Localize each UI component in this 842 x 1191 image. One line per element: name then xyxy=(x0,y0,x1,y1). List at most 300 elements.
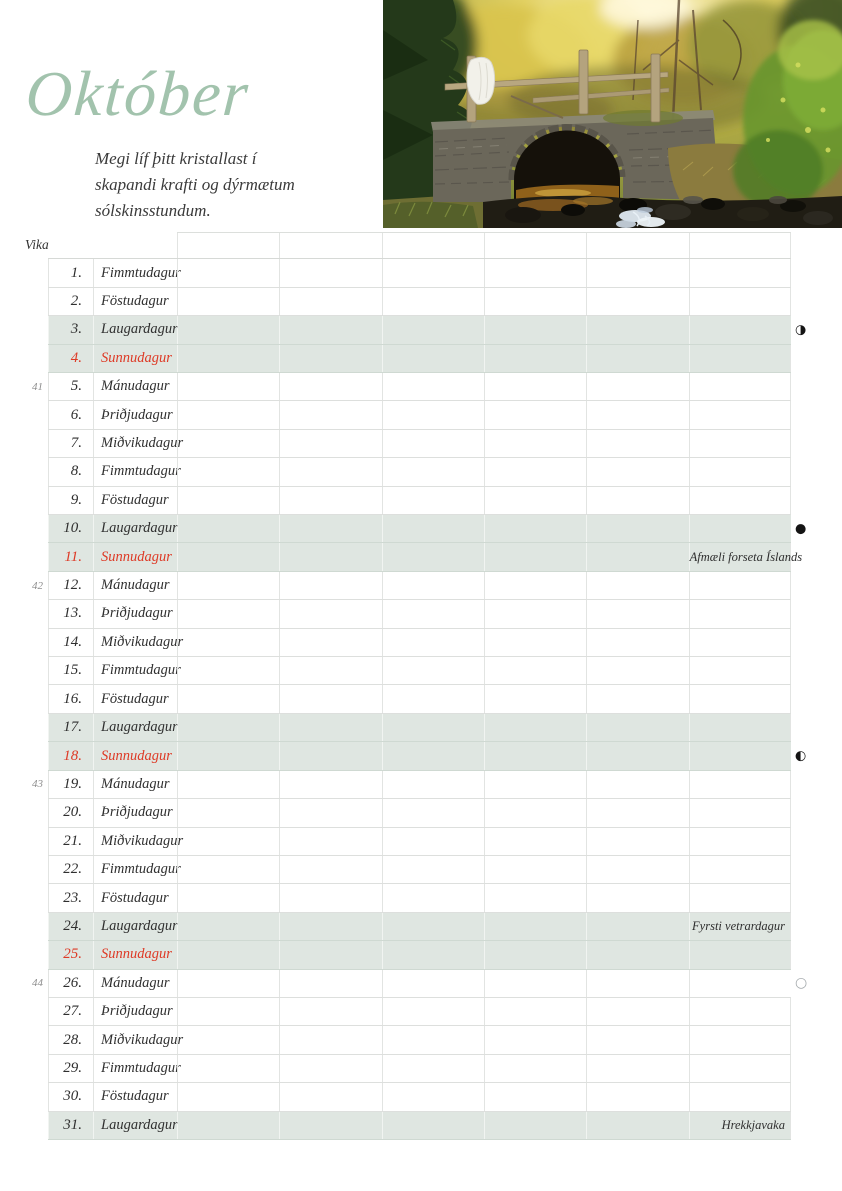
day-number: 7. xyxy=(48,430,93,457)
note-cell xyxy=(484,316,586,343)
day-number: 8. xyxy=(48,458,93,485)
day-name: Föstudagur xyxy=(93,487,177,514)
day-name: Sunnudagur xyxy=(93,543,177,570)
day-row-4 xyxy=(48,345,791,373)
note-cell xyxy=(689,771,791,798)
day-row-30 xyxy=(48,1083,791,1111)
day-name: Miðvikudagur xyxy=(93,1026,177,1053)
note-cell xyxy=(177,515,279,542)
note-cell xyxy=(382,288,484,315)
note-cell xyxy=(382,458,484,485)
day-number: 4. xyxy=(48,345,93,372)
note-cell xyxy=(484,1112,586,1139)
note-cell xyxy=(279,828,381,855)
note-cell xyxy=(382,487,484,514)
note-cell xyxy=(689,430,791,457)
day-row-15 xyxy=(48,657,791,685)
note-cell xyxy=(382,828,484,855)
note-cell xyxy=(689,259,791,286)
note-cell xyxy=(382,771,484,798)
last-quarter-moon-icon: ◑ xyxy=(795,322,807,338)
note-cell xyxy=(484,941,586,968)
day-row-11 xyxy=(48,543,803,571)
day-name: Þriðjudagur xyxy=(93,998,177,1025)
note-cell xyxy=(484,856,586,883)
note-cell xyxy=(484,799,586,826)
note-cell xyxy=(689,657,791,684)
note-cell xyxy=(177,600,279,627)
note-cell xyxy=(382,572,484,599)
day-number: 11. xyxy=(48,543,93,570)
note-cell xyxy=(382,970,484,997)
day-number: 28. xyxy=(48,1026,93,1053)
holiday-note: Hrekkjavaka xyxy=(721,1117,785,1132)
note-cell xyxy=(689,913,791,940)
autumn-bridge-photo xyxy=(383,0,842,228)
note-cell xyxy=(586,600,688,627)
day-number: 21. xyxy=(48,828,93,855)
week-number: 44 xyxy=(32,977,43,990)
foreground-grass xyxy=(383,202,478,228)
day-row-27 xyxy=(48,998,791,1026)
note-cell xyxy=(586,970,688,997)
note-cell xyxy=(382,600,484,627)
header-note-cell xyxy=(586,233,688,258)
new-moon-icon: ● xyxy=(795,521,807,537)
day-row-22 xyxy=(48,856,791,884)
note-cell xyxy=(177,288,279,315)
note-cell xyxy=(382,884,484,911)
note-cell xyxy=(382,998,484,1025)
quote-line: skapandi krafti og dýrmætum xyxy=(95,175,295,194)
note-cell xyxy=(484,600,586,627)
note-cell xyxy=(586,487,688,514)
note-cell xyxy=(586,771,688,798)
note-cell xyxy=(586,543,688,570)
first-quarter-moon-icon: ◐ xyxy=(795,748,807,764)
day-row-26 xyxy=(32,970,808,998)
note-cell xyxy=(586,1055,688,1082)
note-cell xyxy=(484,430,586,457)
day-number: 15. xyxy=(48,657,93,684)
note-cell xyxy=(689,884,791,911)
day-row-24 xyxy=(48,913,791,941)
note-cell xyxy=(279,572,381,599)
note-cell xyxy=(689,629,791,656)
note-cell xyxy=(484,345,586,372)
note-cell xyxy=(484,714,586,741)
day-row-2 xyxy=(48,288,791,316)
note-cell xyxy=(279,259,381,286)
note-cell xyxy=(382,629,484,656)
note-cell xyxy=(586,856,688,883)
day-name: Laugardagur xyxy=(93,714,177,741)
note-cell xyxy=(586,799,688,826)
note-cell xyxy=(382,259,484,286)
note-cell xyxy=(279,600,381,627)
note-cell xyxy=(689,941,791,968)
note-cell xyxy=(279,970,381,997)
note-cell xyxy=(586,430,688,457)
note-cell xyxy=(689,970,791,997)
day-row-12 xyxy=(32,572,791,600)
note-cell xyxy=(484,543,586,570)
day-number: 24. xyxy=(48,913,93,940)
note-cell xyxy=(279,742,381,769)
note-cell xyxy=(484,913,586,940)
note-cell xyxy=(279,458,381,485)
note-cell xyxy=(177,998,279,1025)
day-row-17 xyxy=(48,714,791,742)
note-cell xyxy=(177,742,279,769)
note-cell xyxy=(586,288,688,315)
note-cell xyxy=(382,401,484,428)
note-cell xyxy=(382,515,484,542)
day-name: Föstudagur xyxy=(93,685,177,712)
note-cell xyxy=(586,259,688,286)
note-cell xyxy=(382,856,484,883)
note-cell xyxy=(382,316,484,343)
full-moon-icon: ○ xyxy=(795,975,808,992)
note-cell xyxy=(689,1083,791,1110)
note-cell xyxy=(689,515,791,542)
day-row-21 xyxy=(48,828,791,856)
note-cell xyxy=(586,373,688,400)
note-cell xyxy=(586,1112,688,1139)
note-cell xyxy=(586,345,688,372)
note-cell xyxy=(177,401,279,428)
note-cell xyxy=(689,316,791,343)
day-number: 22. xyxy=(48,856,93,883)
note-cell xyxy=(279,515,381,542)
day-number: 10. xyxy=(48,515,93,542)
day-number: 6. xyxy=(48,401,93,428)
note-cell xyxy=(689,373,791,400)
note-cell xyxy=(177,1055,279,1082)
note-cell xyxy=(279,1083,381,1110)
note-cell xyxy=(689,828,791,855)
note-cell xyxy=(484,657,586,684)
note-cell xyxy=(279,629,381,656)
note-cell xyxy=(177,572,279,599)
note-cell xyxy=(586,401,688,428)
note-cell xyxy=(484,742,586,769)
note-cell xyxy=(689,345,791,372)
header-note-cell xyxy=(484,233,586,258)
day-row-13 xyxy=(48,600,791,628)
quote-line: sólskinsstundum. xyxy=(95,201,211,220)
week-column-label: Vika xyxy=(25,237,49,252)
day-name: Þriðjudagur xyxy=(93,600,177,627)
week-number: 42 xyxy=(32,579,43,592)
day-number: 25. xyxy=(48,941,93,968)
note-cell xyxy=(484,998,586,1025)
day-number: 27. xyxy=(48,998,93,1025)
note-cell xyxy=(484,259,586,286)
note-cell xyxy=(279,685,381,712)
note-cell xyxy=(279,401,381,428)
day-row-1 xyxy=(48,259,791,287)
note-cell xyxy=(382,799,484,826)
quote-line: Megi líf þitt kristallast í xyxy=(95,149,257,168)
note-cell xyxy=(689,714,791,741)
day-number: 9. xyxy=(48,487,93,514)
note-cell xyxy=(177,316,279,343)
day-number: 19. xyxy=(48,771,93,798)
day-name: Þriðjudagur xyxy=(93,401,177,428)
day-number: 20. xyxy=(48,799,93,826)
note-cell xyxy=(279,913,381,940)
note-cell xyxy=(586,998,688,1025)
note-cell xyxy=(177,487,279,514)
note-cell xyxy=(586,685,688,712)
note-cell xyxy=(382,714,484,741)
day-name: Fimmtudagur xyxy=(93,458,177,485)
day-name: Sunnudagur xyxy=(93,941,177,968)
day-number: 2. xyxy=(48,288,93,315)
day-row-28 xyxy=(48,1026,791,1054)
note-cell xyxy=(586,515,688,542)
note-cell xyxy=(279,1112,381,1139)
day-name: Fimmtudagur xyxy=(93,657,177,684)
note-cell xyxy=(177,941,279,968)
day-row-19 xyxy=(32,771,791,799)
header-note-cell xyxy=(279,233,381,258)
note-cell xyxy=(279,856,381,883)
note-cell xyxy=(382,345,484,372)
note-cell xyxy=(484,1055,586,1082)
day-name: Föstudagur xyxy=(93,884,177,911)
note-cell xyxy=(177,913,279,940)
day-number: 18. xyxy=(48,742,93,769)
note-cell xyxy=(177,884,279,911)
note-cell xyxy=(586,572,688,599)
note-cell xyxy=(586,714,688,741)
calendar-header-row xyxy=(177,232,791,258)
day-name: Miðvikudagur xyxy=(93,430,177,457)
note-cell xyxy=(177,657,279,684)
day-name: Miðvikudagur xyxy=(93,629,177,656)
note-cell xyxy=(484,629,586,656)
note-cell xyxy=(586,742,688,769)
note-cell xyxy=(279,799,381,826)
day-row-23 xyxy=(48,884,791,912)
note-cell xyxy=(382,685,484,712)
note-cell xyxy=(382,373,484,400)
note-cell xyxy=(177,1026,279,1053)
stream xyxy=(483,196,842,228)
day-number: 14. xyxy=(48,629,93,656)
day-row-20 xyxy=(48,799,791,827)
note-cell xyxy=(689,1026,791,1053)
day-name: Mánudagur xyxy=(93,771,177,798)
day-name: Þriðjudagur xyxy=(93,799,177,826)
note-cell xyxy=(586,941,688,968)
note-cell xyxy=(484,401,586,428)
note-cell xyxy=(484,373,586,400)
day-row-16 xyxy=(48,685,791,713)
note-cell xyxy=(586,458,688,485)
note-cell xyxy=(177,373,279,400)
note-cell xyxy=(586,1083,688,1110)
note-cell xyxy=(689,856,791,883)
note-cell xyxy=(689,998,791,1025)
day-row-25 xyxy=(48,941,791,969)
note-cell xyxy=(689,458,791,485)
note-cell xyxy=(279,373,381,400)
day-number: 13. xyxy=(48,600,93,627)
note-cell xyxy=(689,1112,791,1139)
note-cell xyxy=(689,572,791,599)
note-cell xyxy=(689,487,791,514)
note-cell xyxy=(382,1026,484,1053)
day-name: Fimmtudagur xyxy=(93,259,177,286)
note-cell xyxy=(586,316,688,343)
note-cell xyxy=(279,941,381,968)
note-cell xyxy=(382,1112,484,1139)
note-cell xyxy=(689,685,791,712)
note-cell xyxy=(484,515,586,542)
note-cell xyxy=(279,1026,381,1053)
day-number: 16. xyxy=(48,685,93,712)
day-number: 17. xyxy=(48,714,93,741)
day-name: Föstudagur xyxy=(93,288,177,315)
note-cell xyxy=(279,714,381,741)
day-row-8 xyxy=(48,458,791,486)
note-cell xyxy=(382,430,484,457)
day-number: 30. xyxy=(48,1083,93,1110)
day-row-18 xyxy=(48,742,807,770)
day-row-5 xyxy=(32,373,791,401)
note-cell xyxy=(177,543,279,570)
calendar-days xyxy=(32,258,808,1140)
note-cell xyxy=(177,458,279,485)
note-cell xyxy=(279,1055,381,1082)
note-cell xyxy=(382,1055,484,1082)
day-row-7 xyxy=(48,430,791,458)
holiday-note: Fyrsti vetrardagur xyxy=(692,918,785,933)
day-number: 31. xyxy=(48,1112,93,1139)
day-name: Sunnudagur xyxy=(93,742,177,769)
note-cell xyxy=(177,970,279,997)
note-cell xyxy=(382,657,484,684)
day-name: Laugardagur xyxy=(93,1112,177,1139)
note-cell xyxy=(586,884,688,911)
note-cell xyxy=(484,771,586,798)
note-cell xyxy=(586,657,688,684)
note-cell xyxy=(382,543,484,570)
note-cell xyxy=(689,543,803,570)
day-number: 12. xyxy=(48,572,93,599)
note-cell xyxy=(484,487,586,514)
note-cell xyxy=(689,1055,791,1082)
note-cell xyxy=(279,345,381,372)
note-cell xyxy=(382,913,484,940)
day-number: 5. xyxy=(48,373,93,400)
header-note-cell xyxy=(177,233,279,258)
day-row-14 xyxy=(48,629,791,657)
day-number: 29. xyxy=(48,1055,93,1082)
note-cell xyxy=(177,430,279,457)
note-cell xyxy=(177,1083,279,1110)
day-name: Föstudagur xyxy=(93,1083,177,1110)
page-title: Október xyxy=(23,58,253,129)
note-cell xyxy=(484,288,586,315)
note-cell xyxy=(279,998,381,1025)
note-cell xyxy=(484,1026,586,1053)
header-note-cell xyxy=(689,233,791,258)
note-cell xyxy=(279,543,381,570)
note-cell xyxy=(279,288,381,315)
day-number: 26. xyxy=(48,970,93,997)
note-cell xyxy=(177,629,279,656)
note-cell xyxy=(689,742,791,769)
white-cloth xyxy=(467,57,495,104)
note-cell xyxy=(382,742,484,769)
note-cell xyxy=(586,1026,688,1053)
note-cell xyxy=(177,828,279,855)
note-cell xyxy=(177,345,279,372)
note-cell xyxy=(177,259,279,286)
day-name: Sunnudagur xyxy=(93,345,177,372)
note-cell xyxy=(689,288,791,315)
day-row-29 xyxy=(48,1055,791,1083)
note-cell xyxy=(484,685,586,712)
note-cell xyxy=(382,941,484,968)
day-number: 23. xyxy=(48,884,93,911)
day-row-31 xyxy=(48,1112,791,1140)
day-name: Fimmtudagur xyxy=(93,856,177,883)
holiday-note: Afmæli forseta Íslands xyxy=(689,549,803,564)
week-number: 43 xyxy=(32,778,43,791)
note-cell xyxy=(279,316,381,343)
note-cell xyxy=(177,771,279,798)
note-cell xyxy=(279,884,381,911)
day-name: Miðvikudagur xyxy=(93,828,177,855)
note-cell xyxy=(689,799,791,826)
month-quote xyxy=(95,146,295,224)
note-cell xyxy=(484,884,586,911)
note-cell xyxy=(279,771,381,798)
day-row-3 xyxy=(48,316,807,344)
note-cell xyxy=(177,685,279,712)
day-number: 3. xyxy=(48,316,93,343)
note-cell xyxy=(484,828,586,855)
note-cell xyxy=(484,572,586,599)
note-cell xyxy=(382,1083,484,1110)
note-cell xyxy=(279,487,381,514)
day-row-9 xyxy=(48,487,791,515)
day-name: Laugardagur xyxy=(93,515,177,542)
note-cell xyxy=(177,714,279,741)
day-number: 1. xyxy=(48,259,93,286)
day-name: Laugardagur xyxy=(93,913,177,940)
week-number: 41 xyxy=(32,380,43,393)
note-cell xyxy=(279,430,381,457)
note-cell xyxy=(177,1112,279,1139)
note-cell xyxy=(279,657,381,684)
note-cell xyxy=(484,458,586,485)
note-cell xyxy=(177,856,279,883)
note-cell xyxy=(586,913,688,940)
note-cell xyxy=(689,401,791,428)
day-name: Fimmtudagur xyxy=(93,1055,177,1082)
note-cell xyxy=(586,828,688,855)
note-cell xyxy=(484,1083,586,1110)
day-name: Mánudagur xyxy=(93,572,177,599)
note-cell xyxy=(586,629,688,656)
note-cell xyxy=(689,600,791,627)
